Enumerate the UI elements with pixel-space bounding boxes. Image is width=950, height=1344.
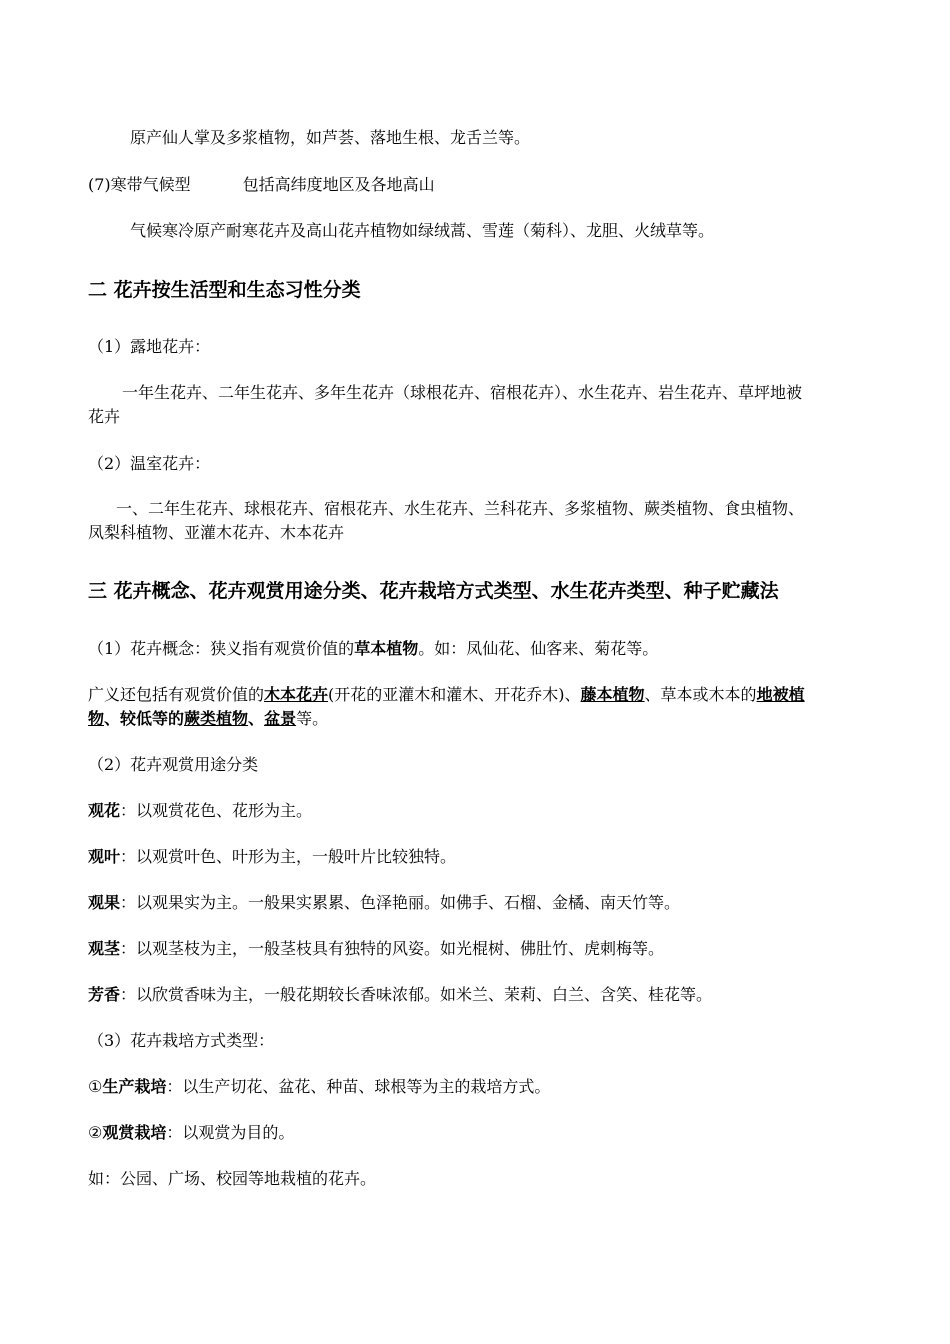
cultivation-desc: ：以生产切花、盆花、种苗、球根等为主的栽培方式。 (166, 1077, 551, 1096)
outdoor-flowers-text-2: 花卉 (88, 407, 121, 426)
flower-concept-paragraph (88, 637, 870, 661)
usage-term: 芳香 (88, 985, 121, 1004)
usage-desc: ：以欣赏香味为主，一般花期较长香味浓郁。如米兰、茉莉、白兰、含笑、桂花等。 (120, 985, 713, 1004)
cultivation-term: 生产栽培 (102, 1077, 167, 1096)
broad-text: 、草本或木本的 (644, 685, 757, 704)
paragraph-succulent-origin: 原产仙人掌及多浆植物，如芦荟、落地生根、龙舌兰等。 (130, 128, 531, 147)
cultivation-example: 如：公园、广场、校园等地栽植的花卉。 (88, 1169, 377, 1188)
ground-cover-term-start: 地被植 (756, 685, 805, 704)
outdoor-flowers-label: （1）露地花卉： (88, 337, 211, 356)
cultivation-label: （3）花卉栽培方式类型： (88, 1031, 275, 1050)
broad-concept-line-1 (88, 683, 870, 707)
section-heading-3: 三 花卉概念、花卉观赏用途分类、花卉栽培方式类型、水生花卉类型、种子贮藏法 (88, 580, 779, 602)
greenhouse-flowers-text-1: 一、二年生花卉、球根花卉、宿根花卉、水生花卉、兰科花卉、多浆植物、蕨类植物、食虫植物、 (116, 499, 805, 518)
bonsai-term: 盆景 (264, 709, 297, 728)
broad-text: 、 (248, 709, 265, 728)
outdoor-flowers-text-1: 一年生花卉、二年生花卉、多年生花卉（球根花卉、宿根花卉）、水生花卉、岩生花卉、草坪地被 (122, 383, 803, 402)
usage-term: 观花 (88, 801, 121, 820)
usage-item (88, 891, 870, 915)
broad-concept-line-2 (88, 707, 870, 731)
cold-climate-label: (7)寒带气候型 (88, 175, 191, 194)
usage-item (88, 937, 870, 961)
section-heading-2: 二 花卉按生活型和生态习性分类 (88, 279, 361, 301)
cultivation-item (88, 1121, 870, 1145)
concept-suffix: 。如：凤仙花、仙客来、菊花等。 (418, 639, 659, 658)
broad-text: 、较低等的 (104, 709, 185, 728)
greenhouse-flowers-text-2: 凤梨科植物、亚灌木花卉、木本花卉 (88, 523, 345, 542)
usage-term: 观茎 (88, 939, 121, 958)
concept-herbaceous: 草本植物 (354, 639, 419, 658)
paragraph-cold-climate (88, 173, 870, 197)
broad-text: 广义还包括有观赏价值的 (88, 685, 265, 704)
usage-item (88, 845, 870, 869)
usage-term: 观果 (88, 893, 121, 912)
cultivation-number: ① (88, 1077, 103, 1096)
ground-cover-term-end: 物 (88, 709, 105, 728)
usage-term: 观叶 (88, 847, 121, 866)
woody-flowers-term: 木本花卉 (264, 685, 329, 704)
usage-classification-label: （2）花卉观赏用途分类 (88, 755, 259, 774)
cultivation-term: 观赏栽培 (102, 1123, 167, 1142)
usage-item (88, 983, 870, 1007)
usage-desc: ：以观赏叶色、叶形为主，一般叶片比较独特。 (120, 847, 457, 866)
cultivation-number: ② (88, 1123, 103, 1142)
usage-desc: ：以观赏花色、花形为主。 (120, 801, 313, 820)
cultivation-desc: ：以观赏为目的。 (166, 1123, 295, 1142)
concept-prefix: （1）花卉概念：狭义指有观赏价值的 (88, 639, 355, 658)
cultivation-item (88, 1075, 870, 1099)
paragraph-cold-climate-desc: 气候寒冷原产耐寒花卉及高山花卉植物如绿绒蒿、雪莲（菊科）、龙胆、火绒草等。 (130, 221, 715, 240)
usage-item (88, 799, 870, 823)
usage-desc: ：以观茎枝为主，一般茎枝具有独特的风姿。如光棍树、佛肚竹、虎刺梅等。 (120, 939, 665, 958)
usage-desc: ：以观果实为主。一般果实累累、色泽艳丽。如佛手、石榴、金橘、南天竹等。 (120, 893, 681, 912)
broad-text: (开花的亚灌木和灌木、开花乔木)、 (328, 685, 581, 704)
broad-text: 等。 (296, 709, 329, 728)
fern-plants-term: 蕨类植物 (184, 709, 249, 728)
greenhouse-flowers-label: （2）温室花卉： (88, 454, 211, 473)
cold-climate-region: 包括高纬度地区及各地高山 (242, 175, 435, 194)
vine-plants-term: 藤本植物 (580, 685, 645, 704)
